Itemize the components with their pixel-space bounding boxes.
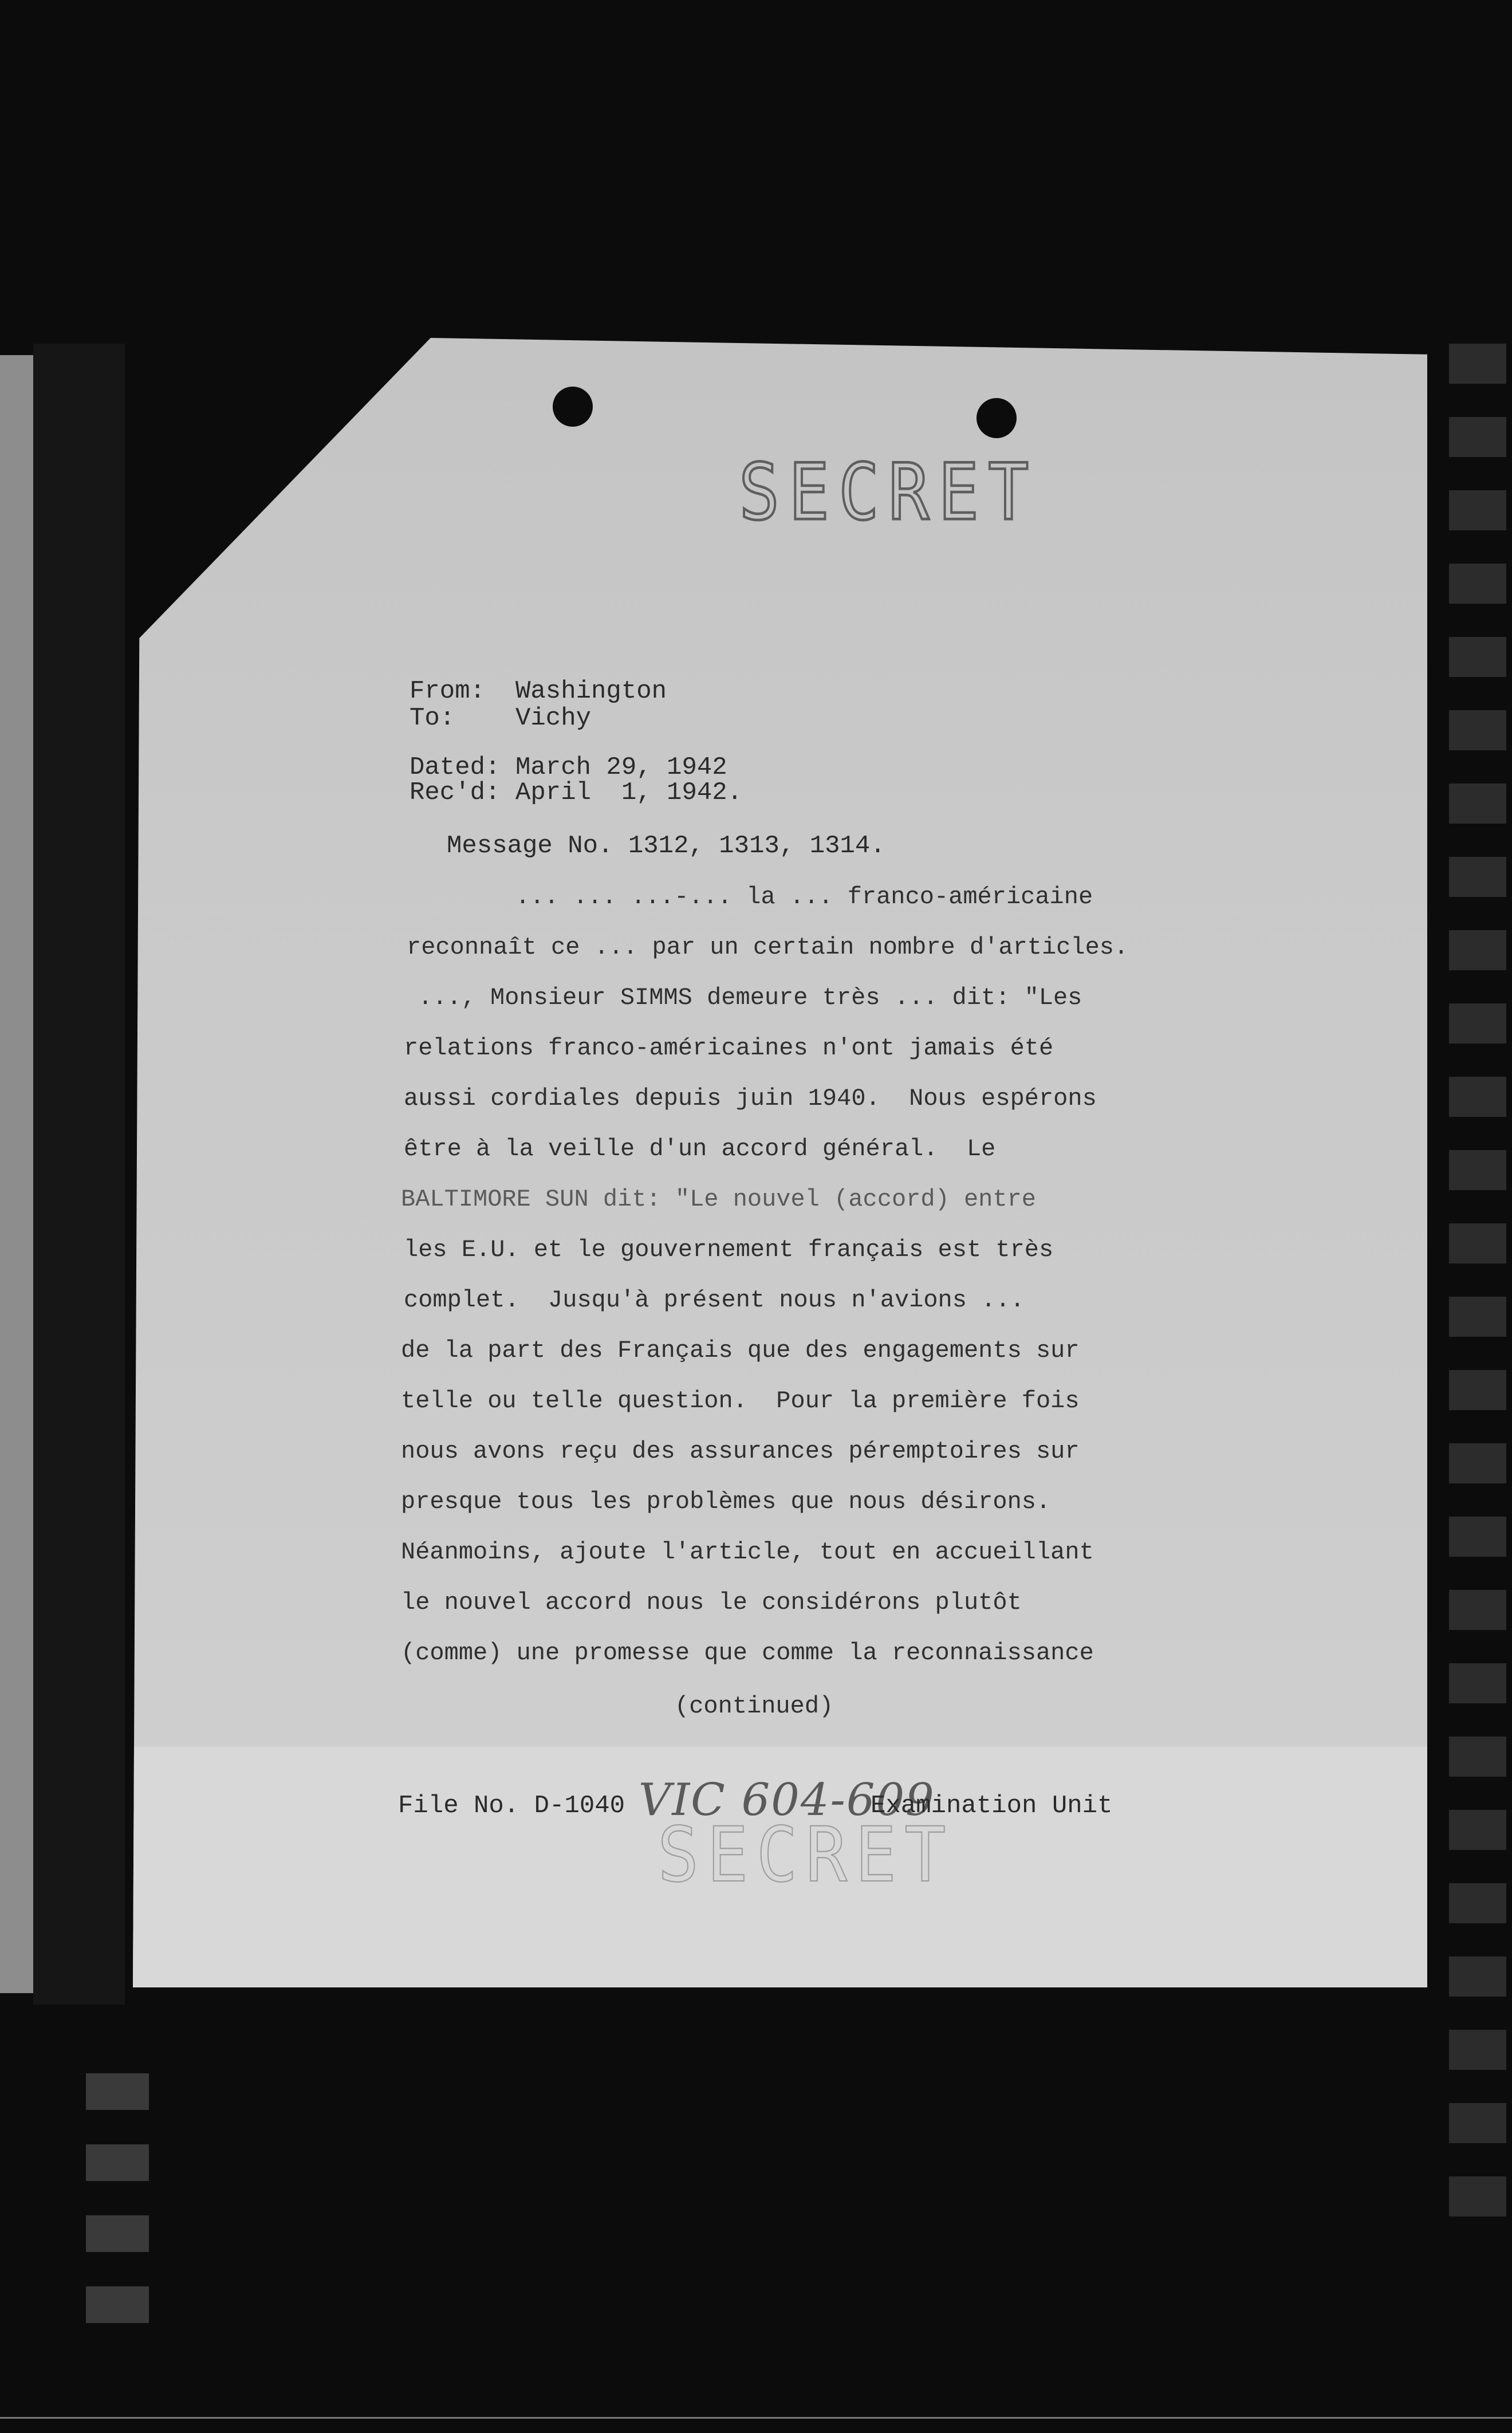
body-line: le nouvel accord nous le considérons plutôt bbox=[401, 1589, 1022, 1616]
sprocket-hole bbox=[1449, 2030, 1506, 2070]
sprocket-hole bbox=[1449, 2103, 1506, 2143]
body-line: de la part des Français que des engagements sur bbox=[401, 1337, 1080, 1364]
sprocket-hole bbox=[1449, 1150, 1506, 1190]
secret-stamp-bottom: SECRET bbox=[657, 1812, 954, 1899]
received-label: Rec'd: bbox=[410, 778, 501, 807]
body-line: les E.U. et le gouvernement français est très bbox=[404, 1236, 1054, 1263]
sprocket-hole bbox=[1449, 1956, 1506, 1997]
body-line: Néanmoins, ajoute l'article, tout en accueillant bbox=[401, 1538, 1094, 1566]
film-margin-left bbox=[33, 344, 125, 2005]
continued-note: (continued) bbox=[675, 1692, 834, 1720]
secret-stamp-top: SECRET bbox=[739, 446, 1038, 538]
sprocket-hole bbox=[1449, 490, 1506, 530]
sprocket-hole bbox=[1449, 1517, 1506, 1557]
body-line: relations franco-américaines n'ont jamais été bbox=[404, 1034, 1054, 1062]
body-line: reconnaît ce ... par un certain nombre d'articles. bbox=[407, 934, 1129, 961]
sprocket-hole bbox=[1449, 930, 1506, 970]
message-number: Message No. 1312, 1313, 1314. bbox=[447, 832, 885, 860]
dated-value: March 29, 1942 bbox=[515, 753, 727, 782]
sprocket-hole bbox=[1449, 1077, 1506, 1117]
to-label: To: bbox=[410, 704, 455, 733]
sprocket-hole bbox=[1449, 1737, 1506, 1777]
sprocket-hole bbox=[1449, 1297, 1506, 1337]
body-line: être à la veille d'un accord général. Le bbox=[404, 1135, 996, 1163]
sprocket-hole bbox=[1449, 1223, 1506, 1263]
punch-hole-right bbox=[976, 398, 1017, 438]
body-line: complet. Jusqu'à présent nous n'avions ... bbox=[404, 1286, 1025, 1314]
sprocket-strip-bottom-left bbox=[86, 2073, 149, 2394]
body-line: presque tous les problèmes que nous désirons. bbox=[401, 1488, 1051, 1515]
sprocket-hole bbox=[1449, 1663, 1506, 1703]
sprocket-hole bbox=[1449, 564, 1506, 604]
sprocket-hole bbox=[1449, 2176, 1506, 2217]
document-page bbox=[133, 338, 1427, 1987]
sprocket-hole bbox=[1449, 784, 1506, 824]
sprocket-hole bbox=[1449, 637, 1506, 677]
sprocket-hole bbox=[1449, 710, 1506, 750]
from-value: Washington bbox=[515, 677, 667, 706]
dated-label: Dated: bbox=[410, 753, 501, 782]
sprocket-hole bbox=[86, 2073, 149, 2110]
sprocket-strip-right bbox=[1449, 344, 1506, 2291]
punch-hole-left bbox=[553, 387, 593, 427]
sprocket-hole bbox=[86, 2215, 149, 2252]
sprocket-hole bbox=[1449, 1003, 1506, 1044]
sprocket-hole bbox=[1449, 344, 1506, 384]
body-line: ..., Monsieur SIMMS demeure très ... dit: "Les bbox=[418, 984, 1082, 1011]
sprocket-hole bbox=[86, 2144, 149, 2181]
sprocket-hole bbox=[1449, 1810, 1506, 1850]
sprocket-hole bbox=[86, 2286, 149, 2323]
sprocket-hole bbox=[1449, 417, 1506, 457]
body-line: BALTIMORE SUN dit: "Le nouvel (accord) entre bbox=[401, 1186, 1036, 1213]
to-value: Vichy bbox=[515, 704, 592, 733]
body-line: aussi cordiales depuis juin 1940. Nous espérons bbox=[404, 1085, 1097, 1112]
from-label: From: bbox=[410, 677, 486, 706]
adjacent-frame-edge bbox=[0, 355, 33, 1993]
body-line: telle ou telle question. Pour la première fois bbox=[401, 1387, 1080, 1415]
sprocket-hole bbox=[1449, 1883, 1506, 1923]
file-number: File No. D-1040 bbox=[398, 1792, 625, 1820]
sprocket-hole bbox=[1449, 1370, 1506, 1410]
sprocket-hole bbox=[1449, 1443, 1506, 1483]
film-edge-line bbox=[0, 2417, 1512, 2419]
received-value: April 1, 1942. bbox=[515, 778, 743, 807]
sprocket-hole bbox=[1449, 1590, 1506, 1630]
body-line: ... ... ...-... la ... franco-américaine bbox=[515, 883, 1093, 911]
body-line: (comme) une promesse que comme la reconnaissance bbox=[401, 1639, 1094, 1667]
handwritten-reference: VIC 604-609 bbox=[639, 1774, 935, 1826]
body-line: nous avons reçu des assurances péremptoires sur bbox=[401, 1438, 1080, 1465]
examination-unit: Examination Unit bbox=[871, 1792, 1113, 1820]
sprocket-hole bbox=[1449, 857, 1506, 897]
